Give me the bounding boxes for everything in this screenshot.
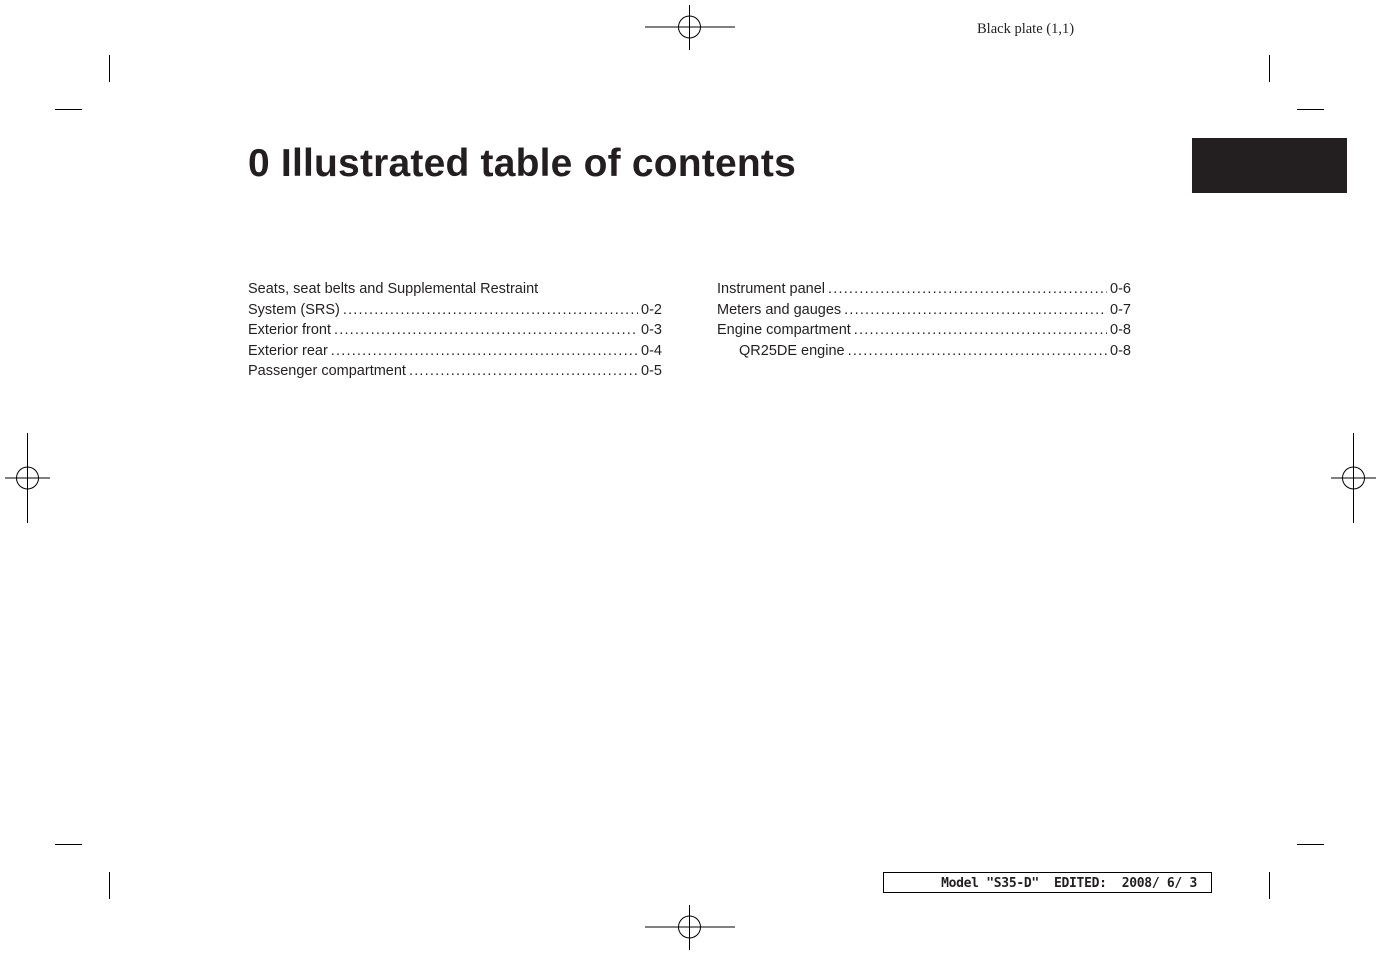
toc-entry-instrument-panel[interactable] xyxy=(717,279,1131,300)
toc-entry-passenger-compartment[interactable] xyxy=(248,361,662,382)
toc-entry-exterior-front[interactable] xyxy=(248,320,662,341)
dot-leader xyxy=(409,361,638,382)
toc-entry-exterior-rear[interactable] xyxy=(248,341,662,362)
toc-entry-label: Meters and gauges xyxy=(717,301,842,318)
toc-entry-seats-srs[interactable] xyxy=(248,300,662,321)
toc-entry-page: 0-5 xyxy=(641,363,662,379)
model-edited-footer xyxy=(883,872,1212,893)
toc-entry-label-line1: Seats, seat belts and Supplemental Restraint xyxy=(248,281,539,297)
toc-entry-page: 0-8 xyxy=(1110,342,1131,359)
toc-entry-label: System (SRS) xyxy=(248,301,340,318)
crop-mark-top-left-h xyxy=(55,109,82,110)
toc-entry-engine-compartment[interactable] xyxy=(717,320,1131,341)
page-title: 0 Illustrated table of contents xyxy=(248,142,796,185)
toc-right-column xyxy=(717,279,1131,361)
toc-entry-page: 0-7 xyxy=(1110,301,1131,318)
dot-leader xyxy=(334,320,638,341)
toc-entry-page: 0-8 xyxy=(1110,322,1131,338)
registration-mark-bottom xyxy=(645,905,735,950)
dot-leader xyxy=(844,300,1107,321)
toc-left-column xyxy=(248,279,662,382)
dot-leader xyxy=(848,341,1107,362)
crop-mark-bottom-left-h xyxy=(55,844,82,845)
toc-entry-page: 0-2 xyxy=(641,301,662,318)
toc-entry-label: Passenger compartment xyxy=(248,363,406,379)
crop-mark-bottom-right-h xyxy=(1297,844,1324,845)
toc-entry-label: Exterior front xyxy=(248,322,331,338)
toc-entry-qr25de-engine[interactable] xyxy=(717,341,1131,362)
crop-mark-top-right-v xyxy=(1269,55,1270,82)
registration-mark-left xyxy=(5,433,50,523)
toc-entry-label: QR25DE engine xyxy=(739,342,845,359)
crop-mark-bottom-right-v xyxy=(1269,872,1270,899)
crop-mark-top-right-h xyxy=(1297,109,1324,110)
toc-entry-page: 0-6 xyxy=(1110,281,1131,297)
toc-entry-page: 0-3 xyxy=(641,322,662,338)
footer-model-info: Model "S35-D" EDITED: 2008/ 6/ 3 xyxy=(941,876,1197,891)
toc-entry-label: Instrument panel xyxy=(717,281,826,297)
toc-entry-label: Engine compartment xyxy=(717,322,851,338)
plate-label: Black plate (1,1) xyxy=(977,21,1075,37)
dot-leader xyxy=(828,279,1107,300)
dot-leader xyxy=(331,341,638,362)
section-thumb-tab xyxy=(1192,138,1347,193)
registration-mark-right xyxy=(1331,433,1376,523)
toc-entry-page: 0-4 xyxy=(641,342,662,359)
crop-mark-top-left-v xyxy=(109,55,110,82)
toc-entry-meters-gauges[interactable] xyxy=(717,300,1131,321)
dot-leader xyxy=(854,320,1107,341)
registration-mark-top xyxy=(645,5,735,50)
toc-entry-label: Exterior rear xyxy=(248,342,328,359)
dot-leader xyxy=(343,300,638,321)
crop-mark-bottom-left-v xyxy=(109,872,110,899)
